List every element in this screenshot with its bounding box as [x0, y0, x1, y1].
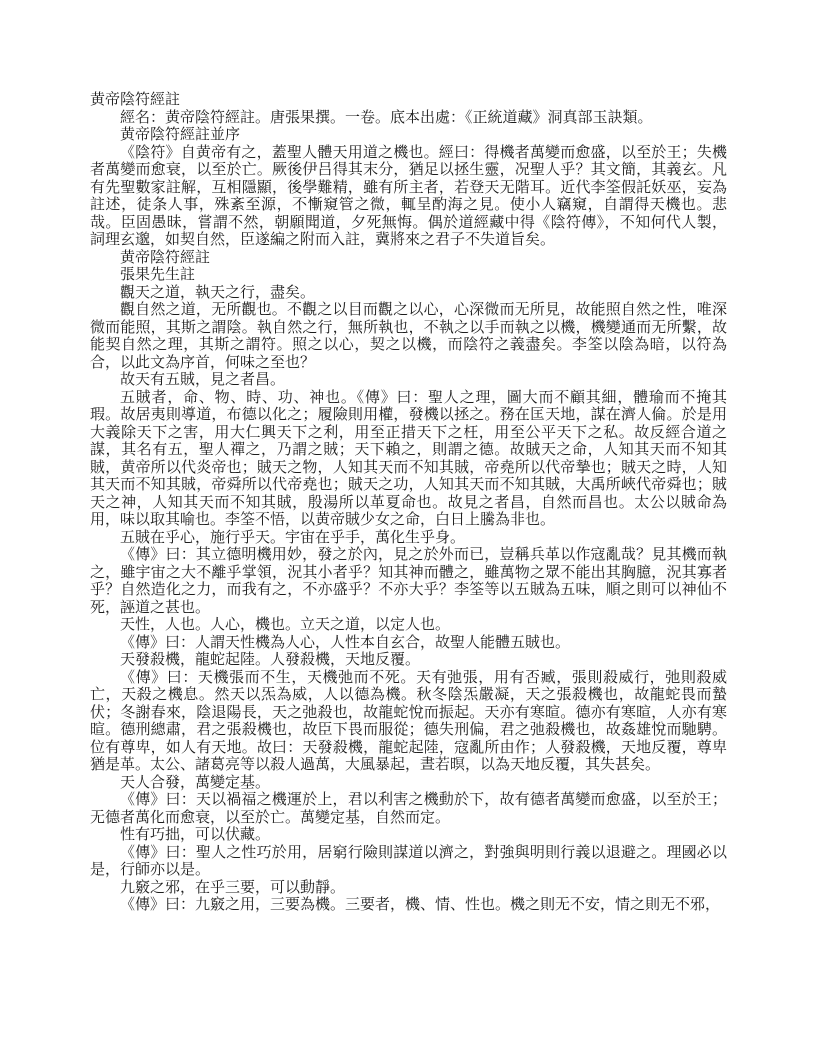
paragraph: 天性，人也。人心，機也。立天之道，以定人也。 [120, 617, 451, 633]
paragraph: 故天有五賊，見之者昌。 [120, 372, 286, 388]
paragraph: 《傳》曰：天以禍福之機運於上，君以利害之機動於下，故有德者萬變而愈盛，以至於王；无德者萬化而愈衰，以至於亡。萬變定基，自然而定。 [90, 792, 727, 826]
paragraph: 五賊在乎心，施行乎天。宇宙在乎手，萬化生乎身。 [120, 529, 466, 546]
paragraph: 性有巧拙，可以伏藏。 [120, 827, 271, 843]
paragraph: 天發殺機，龍蛇起陸。人發殺機，天地反覆。 [120, 652, 421, 668]
paragraph: 九竅之邪，在乎三要，可以動靜。 [120, 879, 346, 896]
paragraph: 黄帝陰符經註並序 [120, 127, 241, 143]
document-title: 黄帝陰符經註 [90, 92, 181, 108]
paragraph: 《傳》曰：人謂天性機為人心，人性本自玄合，故聖人能體五賊也。 [120, 634, 571, 651]
paragraph: 《傳》曰：九竅之用，三要為機。三要者，機、情、性也。機之則无不安，情之則无不邪， [120, 897, 721, 913]
paragraph: 《傳》曰：其立德明機用妙，發之於內，見之於外而已，豈稱兵革以作寇亂哉？見其機而執之，雖宇宙之大不離乎掌領，況其小者乎？知其神而體之，雖萬物之眾不能出其胸臆，況其寡者乎？自然造化之力，而我有之，不亦盛乎？不亦大乎？李筌等以五賊為五味，順之則可以神仙不死，誣道之甚也。 [90, 547, 727, 616]
paragraph: 黄帝陰符經註 [120, 249, 211, 266]
paragraph: 張果先生註 [120, 267, 196, 283]
paragraph: 觀天之道，執天之行，盡矣。 [120, 284, 316, 301]
paragraph-list [90, 92, 727, 915]
paragraph: 《陰符》自黄帝有之，蓋聖人體天用道之機也。經曰：得機者萬變而愈盛，以至於王；失機者萬變而愈衰，以至於亡。厥後伊吕得其末分，猶足以拯生靈，况聖人乎？其文簡，其義玄。凡有先聖數家註解，互相隱顯，後學難精，雖有所主者，若登天无階耳。近代李筌假託妖巫，妄為註述，徒条人事，殊紊至源，不慚窺管之微，輒呈酌海之見。使小人竊窺，自謂得天機也。悲哉。臣固愚昧，嘗謂不然，朝願聞道，夕死無悔。偶於道經藏中得《陰符傳》，不知何代人製，詞理玄邈，如契自然，臣遂編之附而入註，冀將來之君子不失道旨矣。 [90, 144, 727, 248]
paragraph: 天人合發，萬變定基。 [120, 774, 271, 791]
paragraph: 《傳》曰：聖人之性巧於用，居窮行險則謀道以濟之，對強與明則行義以退避之。理國必以是，行師亦以是。 [90, 844, 727, 878]
paragraph: 《傳》曰：天機張而不生，天機弛而不死。天有弛張，用有否臧，張則殺威行，弛則殺威亡，天殺之機息。然天以炁為威，人以德為機。秋冬陰炁嚴凝，天之張殺機也，故龍蛇畏而蟄伏；冬謝春來，陰退陽長，天之弛殺也，故龍蛇悅而振起。天亦有寒暄。德亦有寒暄，人亦有寒暄。德刑總肅，君之張殺機也，故臣下畏而服從；德失刑偏，君之弛殺機也，故姦雄悅而馳騁。位有尊卑，如人有天地。故曰：天發殺機，龍蛇起陸，寇亂所由作；人發殺機，天地反覆，尊卑猶是革。太公、諸葛亮等以殺人過萬，大風暴起，晝若暝，以為天地反覆，其失甚矣。 [90, 669, 727, 773]
paragraph: 觀自然之道，无所觀也。不觀之以目而觀之以心，心深微而无所見，故能照自然之性，唯深微而能照，其斯之謂陰。執自然之行，無所執也，不執之以手而執之以機，機變通而无所繫，故能契自然之理，其斯之謂符。照之以心，契之以機，而陰符之義盡矣。李筌以陰為暗，以符為合，以此文為序首，何味之至也？ [90, 302, 727, 371]
paragraph: 經名：黄帝陰符經註。唐張果撰。一卷。底本出處：《正統道藏》洞真部玉訣類。 [120, 109, 653, 126]
paragraph: 五賊者，命、物、時、功、神也。《傳》曰：聖人之理，圖大而不顧其細，體瑜而不掩其瑕。故居夷則導道，布德以化之；履險則用權，發機以拯之。務在匡天地，謀在濟人倫。於是用大義除天下之害，用大仁興天下之利，用至正措天下之枉，用至公平天下之私。故反經合道之謀，其名有五，聖人禪之，乃謂之賊；天下賴之，則謂之德。故賊天之命，人知其天而不知其賊，黄帝所以代炎帝也；賊天之物，人知其天而不知其賊，帝堯所以代帝摯也；賊天之時，人知其天而不知其賊，帝舜所以代帝堯也；賊天之功，人知其天而不知其賊，大禹所峽代帝舜也；賊天之神，人知其天而不知其賊，殷湯所以革夏命也。故見之者昌，自然而昌也。太公以賊命為用，味以取其喻也。李筌不悟，以黄帝賊少女之命，白日上騰為非也。 [90, 389, 727, 528]
